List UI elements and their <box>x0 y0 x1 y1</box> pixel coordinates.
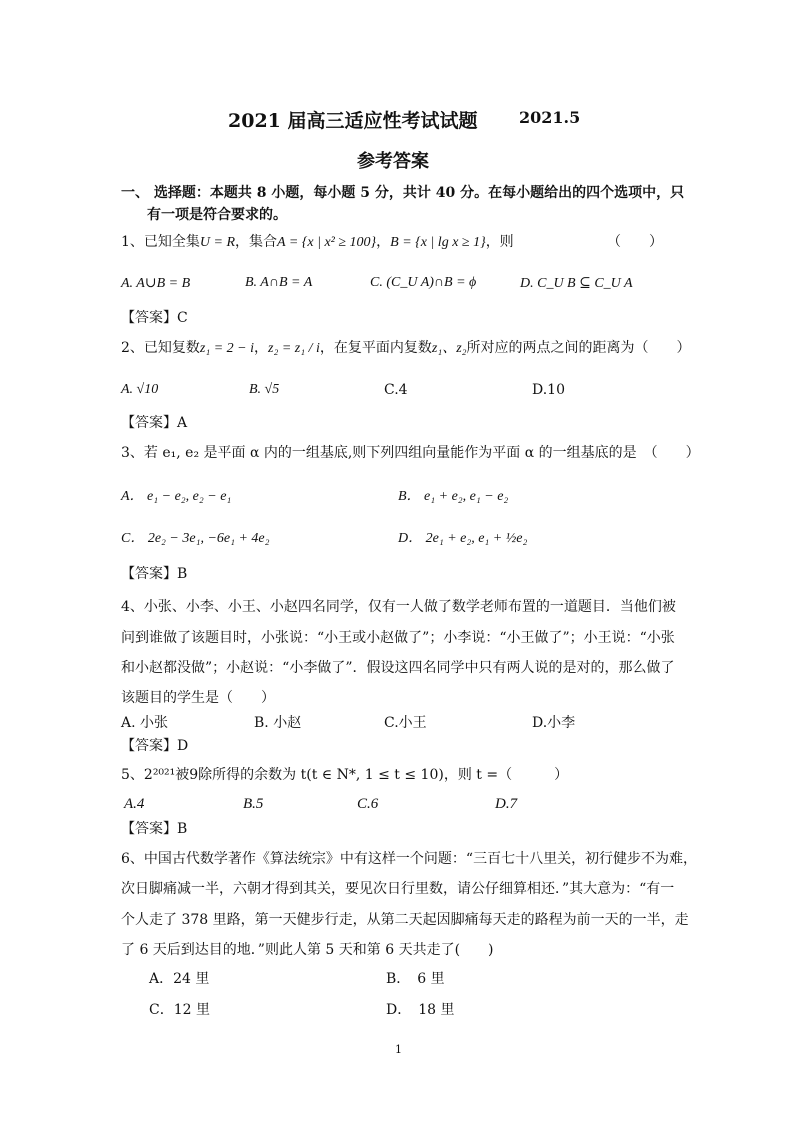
q1-answer: 【答案】C <box>121 310 188 326</box>
q3-option-a: A． e₁ − e₂, e₂ − e₁ <box>121 489 232 504</box>
q2-stem-b: ， <box>254 340 269 356</box>
question-6-line4: 了 6 天后到达目的地．”则此人第 5 天和第 6 天共走了( ) <box>121 942 494 958</box>
q1-stem-b: ，集合 <box>235 234 278 250</box>
q3-option-c: C． 2e₂ − 3e₁, −6e₁ + 4e₂ <box>121 531 270 546</box>
q2-option-d: D.10 <box>532 382 565 398</box>
q2-answer: 【答案】A <box>121 415 188 431</box>
q4-option-a: A. 小张 <box>121 715 169 731</box>
q5-option-d: D.7 <box>495 796 518 812</box>
q2-option-b: B. √5 <box>249 382 280 397</box>
question-4-line3: 和小赵都没做”；小赵说：“小李做了”．假设这四名同学中只有两人说的是对的，那么做了 <box>121 660 675 676</box>
question-5-stem: 5、2²⁰²¹被9除所得的余数为 t(t ∈ N*, 1 ≤ t ≤ 10)，则 t =（ ） <box>121 767 569 783</box>
question-6-line2: 次日脚痛减一半，六朝才得到其关，要见次日行里数，请公仔细算相还．”其大意为：“有一 <box>121 881 675 897</box>
question-4-line1: 4、小张、小李、小王、小赵四名同学，仅有一人做了数学老师布置的一道题目．当他们被 <box>121 599 676 615</box>
q6-option-a: A．24 里 <box>149 971 210 987</box>
q1-stem-c: ， <box>376 234 391 250</box>
q5-option-a: A.4 <box>124 796 145 812</box>
page-number: 1 <box>395 1043 402 1056</box>
q3-answer: 【答案】B <box>121 566 188 582</box>
q4-option-d: D.小李 <box>532 715 576 731</box>
q1-option-b: B. A∩B = A <box>245 275 313 290</box>
q2-option-c: C.4 <box>384 382 408 398</box>
q1-eq-universal: U = R <box>199 235 236 250</box>
q1-option-a: A. A∪B = B <box>121 276 191 291</box>
exam-date: 2021.5 <box>519 108 581 127</box>
q1-stem-a: 1、已知全集 <box>121 234 200 250</box>
question-3-stem: 3、若 e₁, e₂ 是平面 α 内的一组基底,则下列四组向量能作为平面 α 的一组基底的是 （ ） <box>121 445 700 461</box>
q4-option-c: C.小王 <box>384 715 427 731</box>
section-heading-line1: 一、 选择题：本题共 8 小题，每小题 5 分，共计 40 分。在每小题给出的四个选项中，只 <box>121 185 685 201</box>
q1-answer-paren: （ ） <box>607 234 663 250</box>
q5-option-b: B.5 <box>243 796 264 812</box>
q1-eq-set-a: A = {x | x² ≥ 100} <box>277 235 377 250</box>
page-subtitle: 参考答案 <box>357 151 429 172</box>
q5-option-c: C.6 <box>357 796 379 812</box>
question-4-line4: 该题目的学生是（ ） <box>121 690 275 706</box>
q2-eq-z2: z₂ = z₁ / i <box>268 341 320 356</box>
q6-option-c: C．12 里 <box>149 1002 210 1018</box>
question-6-line1: 6、中国古代数学著作《算法统宗》中有这样一个问题：“三百七十八里关，初行健步不为难， <box>121 851 698 867</box>
q2-stem-c: ，在复平面内复数 <box>319 340 432 356</box>
q2-stem-d: 所对应的两点之间的距离为（ ） <box>466 340 691 356</box>
q2-stem-a: 2、已知复数 <box>121 340 200 356</box>
q4-answer: 【答案】D <box>121 738 189 754</box>
q1-option-d: D. C_U B ⊆ C_U A <box>520 276 633 291</box>
q2-eq-z1-z2: z₁、z₂ <box>431 341 467 356</box>
q3-option-d: D． 2e₁ + e₂, e₁ + ½e₂ <box>398 531 528 546</box>
question-6-line3: 个人走了 378 里路，第一天健步行走，从第二天起因脚痛每天走的路程为前一天的一半，走 <box>121 912 689 928</box>
page-title: 2021 届高三适应性考试试题 <box>228 110 478 132</box>
q2-eq-z1: z₁ = 2 − i <box>199 341 255 356</box>
section-heading-line2: 有一项是符合要求的。 <box>147 207 287 223</box>
q3-option-b: B． e₁ + e₂, e₁ − e₂ <box>398 489 509 504</box>
question-4-line2: 问到谁做了该题目时，小张说：“小王或小赵做了”；小李说：“小王做了”；小王说：“小张 <box>121 630 675 646</box>
question-1-stem <box>121 231 514 251</box>
q1-option-c: C. (C_U A)∩B = ϕ <box>370 275 477 290</box>
q6-option-d: D． 18 里 <box>386 1002 455 1018</box>
q1-eq-set-b: B = {x | lg x ≥ 1} <box>390 235 486 250</box>
q6-option-b: B． 6 里 <box>386 971 445 987</box>
q1-stem-d: ，则 <box>485 234 514 250</box>
question-2-stem <box>121 337 691 357</box>
q2-option-a: A. √10 <box>121 382 159 397</box>
q4-option-b: B. 小赵 <box>254 715 302 731</box>
q5-answer: 【答案】B <box>121 821 188 837</box>
